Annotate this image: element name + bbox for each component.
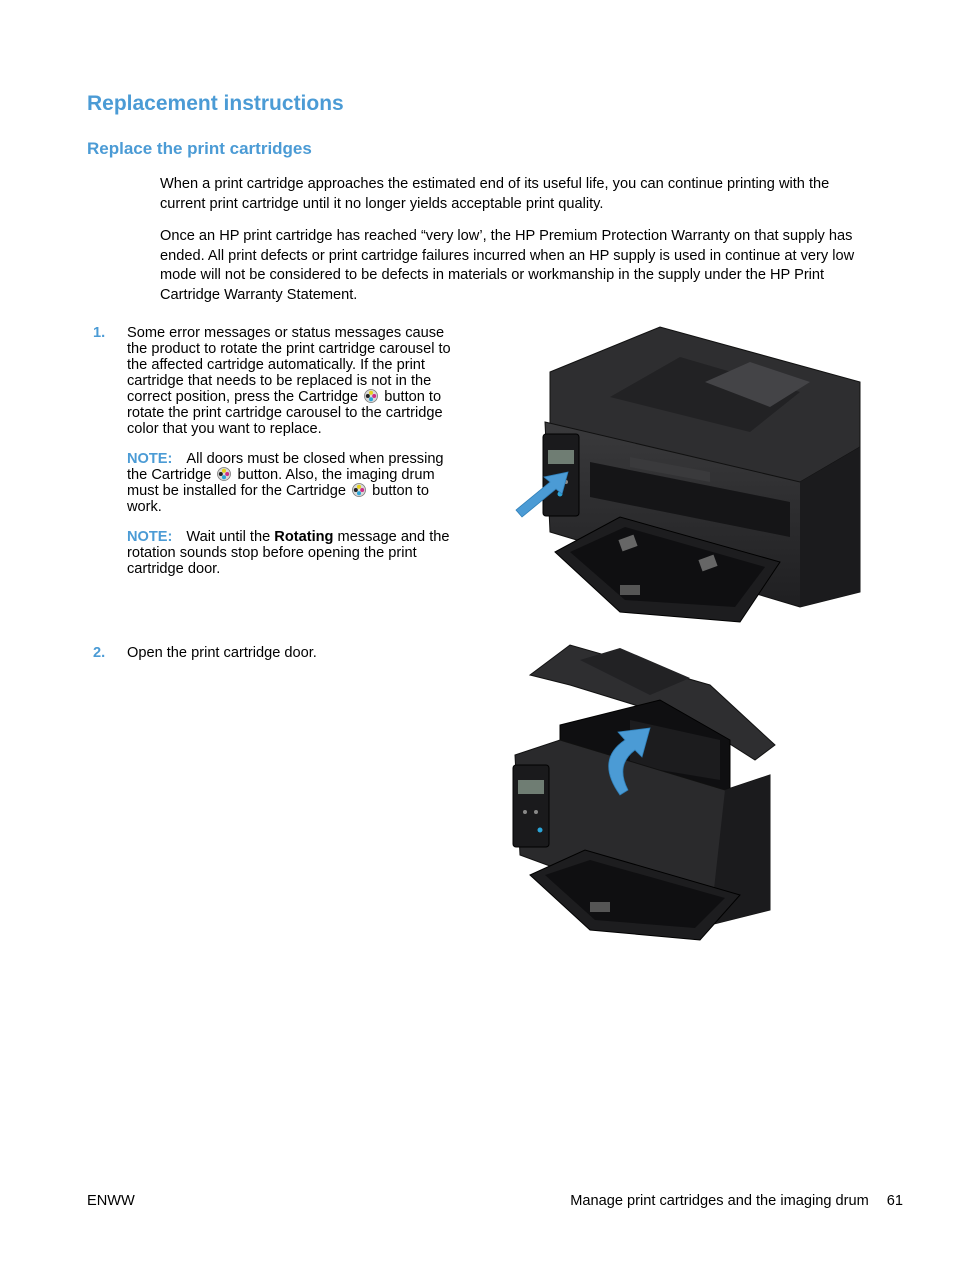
note-2	[127, 529, 457, 577]
page-heading: Replacement instructions	[87, 92, 344, 115]
step-text-part: Some error messages or status messages cause the product to rotate the print cartridge carousel to the affected cartridge automatically. If the print cartridge that needs to be replaced is not in the correct position, press the Cartridge	[127, 325, 451, 405]
note-text-part: button. Also, the imaging drum must be installed for the Cartridge	[127, 467, 435, 499]
cartridge-button-icon	[364, 389, 378, 403]
step-1-text	[127, 325, 457, 437]
section-heading: Replace the print cartridges	[87, 139, 312, 158]
footer-section-title: Manage print cartridges and the imaging drum	[570, 1193, 869, 1209]
step-body	[127, 325, 457, 577]
note-text-part: button to work.	[127, 483, 429, 515]
page-number: 61	[886, 1193, 903, 1209]
note-text-part: All doors must be closed when pressing the Cartridge	[127, 451, 444, 483]
note-label: NOTE:	[127, 451, 173, 467]
step-2-text: Open the print cartridge door.	[127, 645, 317, 661]
step-number: 1.	[93, 325, 106, 341]
step-number: 2.	[93, 645, 106, 661]
note-1	[127, 451, 457, 515]
step-body	[127, 645, 457, 661]
step-text-part: button to rotate the print cartridge carousel to the cartridge color that you want to replace.	[127, 389, 443, 437]
footer-left: ENWW	[87, 1193, 135, 1209]
footer-right	[570, 1193, 903, 1209]
note-label: NOTE:	[127, 529, 173, 545]
rotating-message-name: Rotating	[274, 529, 334, 545]
note-text-part: Wait until the	[186, 529, 271, 545]
intro-paragraph-1: When a print cartridge approaches the estimated end of its useful life, you can continue printing with the current print cartridge until it no longer yields acceptable print quality.	[160, 176, 830, 212]
cartridge-button-icon	[217, 467, 231, 481]
printer-open-illustration	[510, 640, 785, 943]
note-text-part: message and the rotation sounds stop before opening the print cartridge door.	[127, 529, 450, 577]
intro-paragraph-2: Once an HP print cartridge has reached “very low’, the HP Premium Protection Warranty on that supply has ended. All print defects or print cartridge failures incurred when an HP supply is used in continue at very low mode will not be considered to be defects in materials or workmanship in the supply under the HP Print Cartridge Warranty Statement.	[160, 228, 855, 303]
cartridge-button-icon	[352, 483, 366, 497]
printer-closed-illustration	[510, 322, 870, 634]
